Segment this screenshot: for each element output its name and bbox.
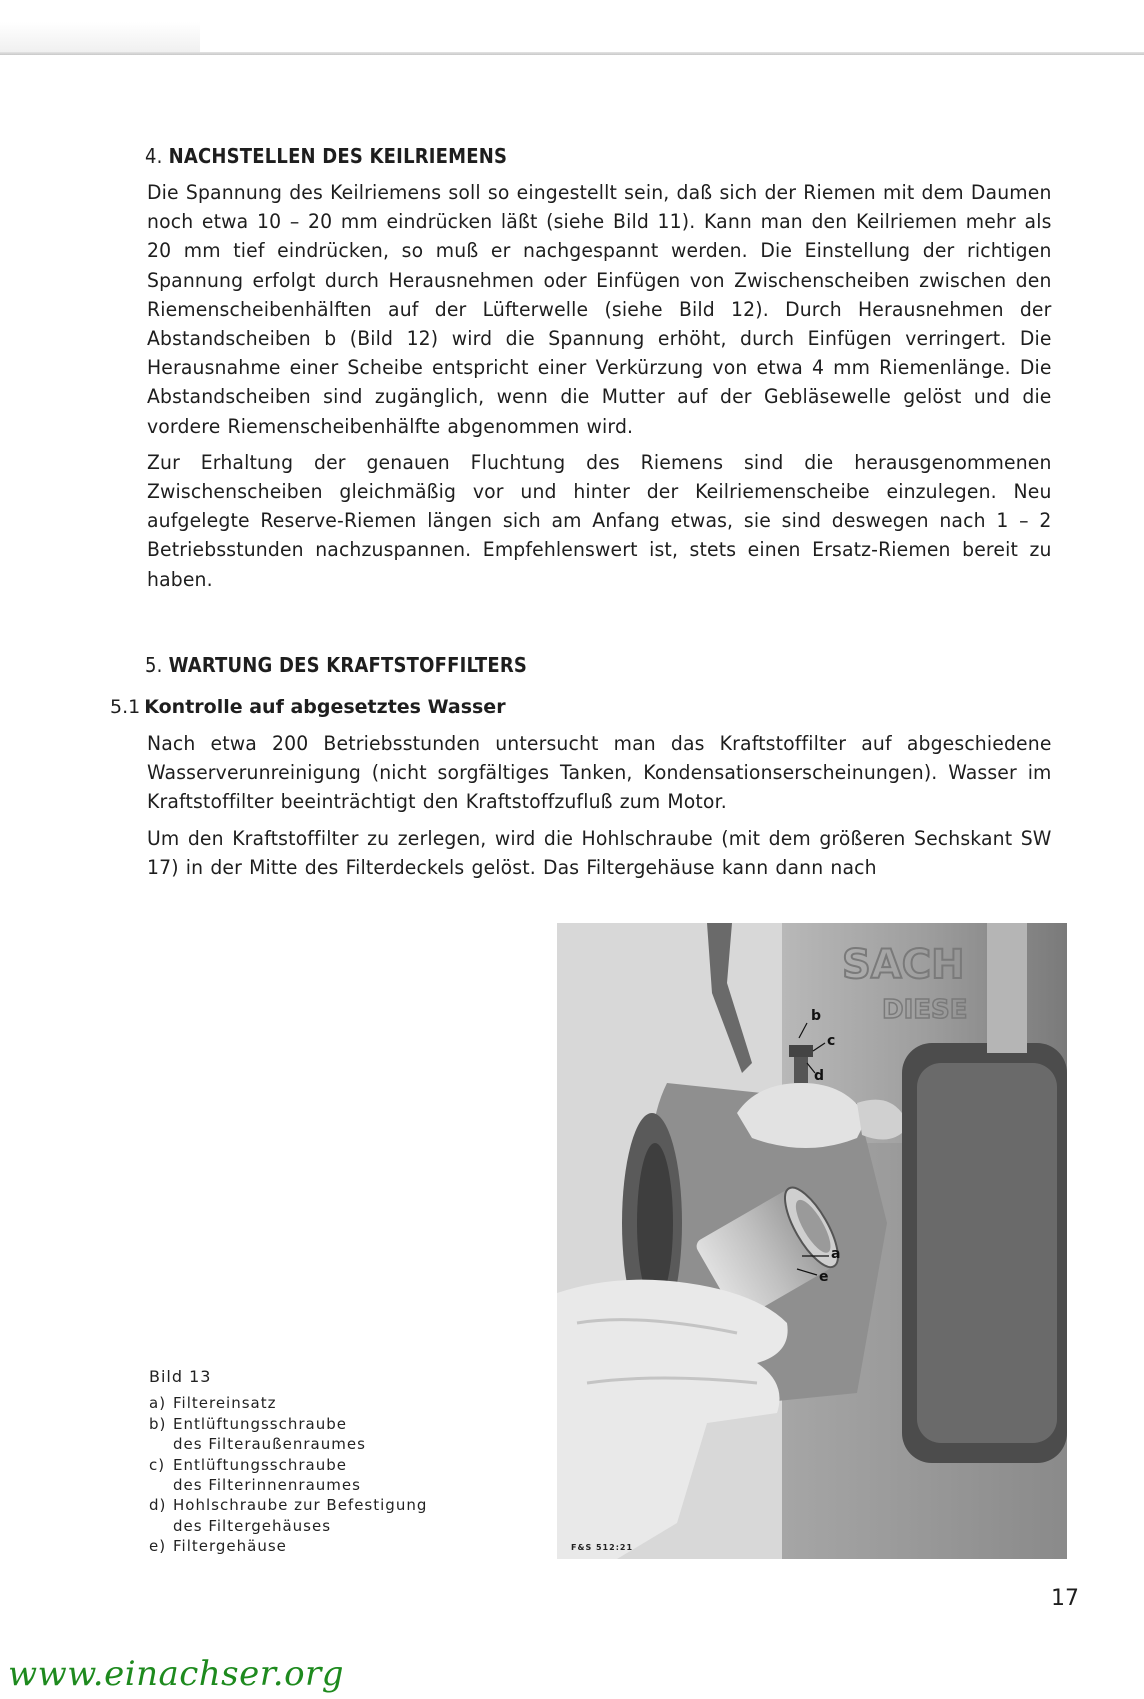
watermark-url: www.einachser.org [8, 1654, 345, 1694]
svg-text:DIESE: DIESE [882, 995, 968, 1025]
paragraph: Die Spannung des Keilriemens soll so eingestellt sein, daß sich der Riemen mit dem Daumen noch etwa 10 – 20 mm eindrücken läßt (siehe Bild 11). Kann man den Keilriemen mehr als 20 mm tief eindrücken, so muß er nachgespannt werden. Die Einstellung der richtigen Spannung erfolgt durch Herausnehmen oder Einfügen von Zwischenscheiben zwischen den Riemenscheibenhälften auf der Lüfterwelle (siehe Bild 12). Durch Herausnehmen der Abstandscheiben b (Bild 12) wird die Spannung erhöht, durch Einfügen verringert. Die Herausnahme einer Scheibe entspricht einer Verkürzung von etwa 4 mm Riemenlänge. Die Abstandscheiben sind zugänglich, wenn die Mutter auf der Gebläsewelle gelöst und die vordere Riemenscheibenhälfte abgenommen wird. [147, 181, 1052, 438]
svg-text:SACH: SACH [842, 942, 965, 988]
section-5-1-heading [110, 696, 506, 718]
figure-code: F&S 512:21 [571, 1543, 634, 1552]
caption-item-cont: des Filteraußenraumes [173, 1435, 366, 1454]
section-number: 4. [145, 144, 163, 168]
caption-item: c) Entlüftungsschraube [149, 1455, 347, 1474]
caption-item-cont: des Filtergehäuses [173, 1516, 332, 1535]
caption-item: b) Entlüftungsschraube [149, 1414, 347, 1433]
caption-item: d) Hohlschraube zur Befestigung [149, 1496, 428, 1515]
paragraph: Nach etwa 200 Betriebsstunden untersucht man das Kraftstoffilter auf abgeschiedene Wasserverunreinigung (nicht sorgfältiges Tanken, Kondensationserscheinungen). Wasser im Kraftstoffilter beeinträchtigt den Kraftstoffzufluß zum Motor. [147, 732, 1052, 814]
subsection-title: Kontrolle auf abgesetztes Wasser [144, 696, 506, 718]
figure-photo-fuel-filter [557, 923, 1067, 1559]
subsection-number: 5.1 [110, 696, 141, 718]
paragraph: Um den Kraftstoffilter zu zerlegen, wird die Hohlschraube (mit dem größeren Sechskant SW 17) in der Mitte des Filterdeckels gelöst. Das Filtergehäuse kann dann nach [147, 826, 1052, 879]
caption-item-cont: des Filterinnenraumes [173, 1476, 361, 1495]
page-number: 17 [1051, 1586, 1079, 1611]
figure-caption [149, 1367, 427, 1557]
caption-item: e) Filtergehäuse [149, 1537, 287, 1556]
section-4-body [147, 178, 1070, 594]
callout-a: a [831, 1246, 841, 1262]
callout-e: e [819, 1269, 829, 1285]
scan-shadow [0, 22, 200, 52]
caption-item: a) Filtereinsatz [149, 1394, 277, 1413]
section-4-heading [145, 144, 507, 168]
caption-title: Bild 13 [149, 1367, 212, 1386]
section-5-heading [145, 653, 527, 677]
section-5-1-body [147, 729, 1070, 882]
callout-d: d [814, 1068, 825, 1084]
callout-c: c [827, 1033, 836, 1049]
callout-b: b [811, 1008, 822, 1024]
section-title: NACHSTELLEN DES KEILRIEMENS [168, 144, 508, 168]
paragraph: Zur Erhaltung der genauen Fluchtung des Riemens sind die herausgenommenen Zwischenscheiben gleichmäßig vor und hinter der Keilriemenscheibe einzulegen. Neu aufgelegte Reserve-Riemen längen sich am Anfang etwas, sie sind deswegen nach 1 – 2 Betriebsstunden nachzuspannen. Empfehlenswert ist, stets einen Ersatz-Riemen bereit zu haben. [147, 450, 1052, 591]
section-title: WARTUNG DES KRAFTSTOFFILTERS [168, 653, 528, 677]
section-number: 5. [145, 653, 163, 677]
scan-edge-line [0, 52, 1144, 55]
